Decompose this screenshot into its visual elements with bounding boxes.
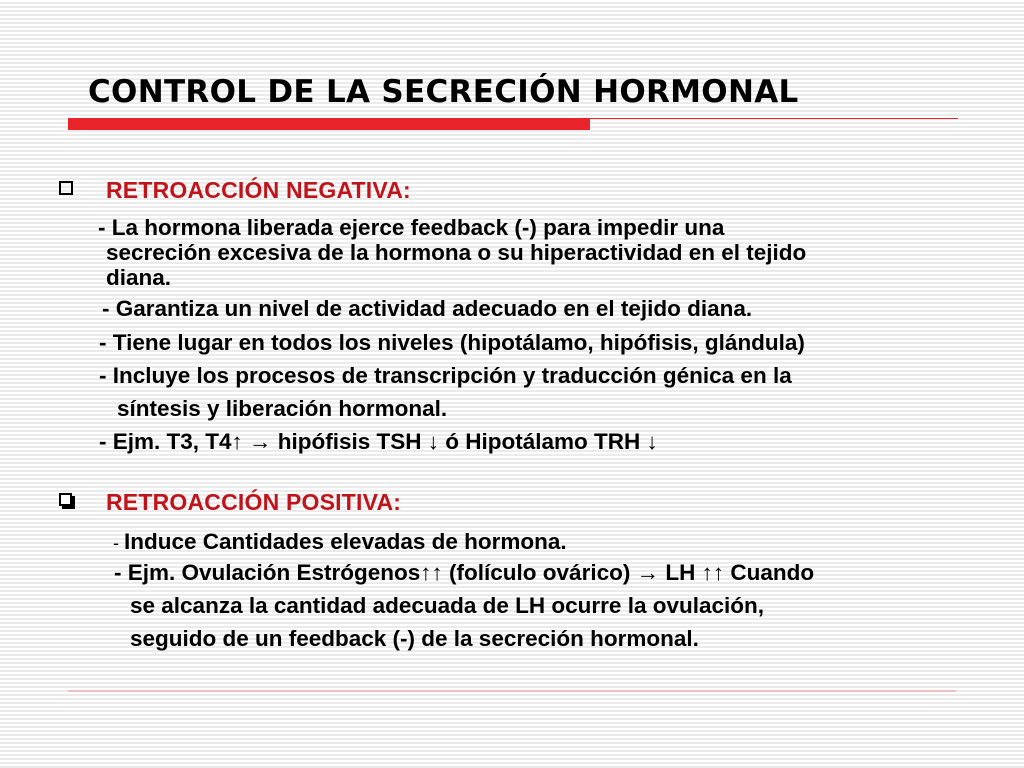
- negative-line-2: secreción excesiva de la hormona o su hiperactividad en el tejido: [106, 240, 807, 265]
- footer-divider: [68, 690, 956, 692]
- slide-title: CONTROL DE LA SECRECIÓN HORMONAL: [88, 74, 799, 110]
- negative-line-1: - La hormona liberada ejerce feedback (-) para impedir una: [98, 215, 725, 240]
- positive-line-4: seguido de un feedback (-) de la secreción hormonal.: [130, 626, 699, 651]
- positive-line-1: [113, 529, 567, 556]
- title-underline-bar: [68, 118, 590, 130]
- negative-line-3: diana.: [106, 265, 172, 290]
- negative-feedback-heading: RETROACCIÓN NEGATIVA:: [106, 177, 411, 203]
- negative-line-8: - Ejm. T3, T4↑ → hipófisis TSH ↓ ó Hipotálamo TRH ↓: [99, 429, 658, 454]
- negative-line-6: - Incluye los procesos de transcripción y traducción génica en la: [99, 363, 792, 388]
- positive-line-3: se alcanza la cantidad adecuada de LH ocurre la ovulación,: [130, 593, 764, 618]
- positive-line-2: - Ejm. Ovulación Estrógenos↑↑ (folículo ovárico) → LH ↑↑ Cuando: [114, 560, 815, 585]
- negative-line-4: - Garantiza un nivel de actividad adecuado en el tejido diana.: [102, 296, 753, 321]
- negative-line-5: - Tiene lugar en todos los niveles (hipotálamo, hipófisis, glándula): [99, 330, 805, 355]
- hollow-square-bullet-icon: [59, 181, 73, 195]
- negative-line-7: síntesis y liberación hormonal.: [117, 396, 448, 421]
- title-underline-rule: [590, 118, 958, 119]
- positive-line-1-text: Induce Cantidades elevadas de hormona.: [124, 529, 567, 554]
- positive-feedback-heading: RETROACCIÓN POSITIVA:: [106, 489, 402, 515]
- positive-line-1-dash: -: [113, 533, 124, 553]
- shadowed-square-bullet-icon: [59, 493, 74, 508]
